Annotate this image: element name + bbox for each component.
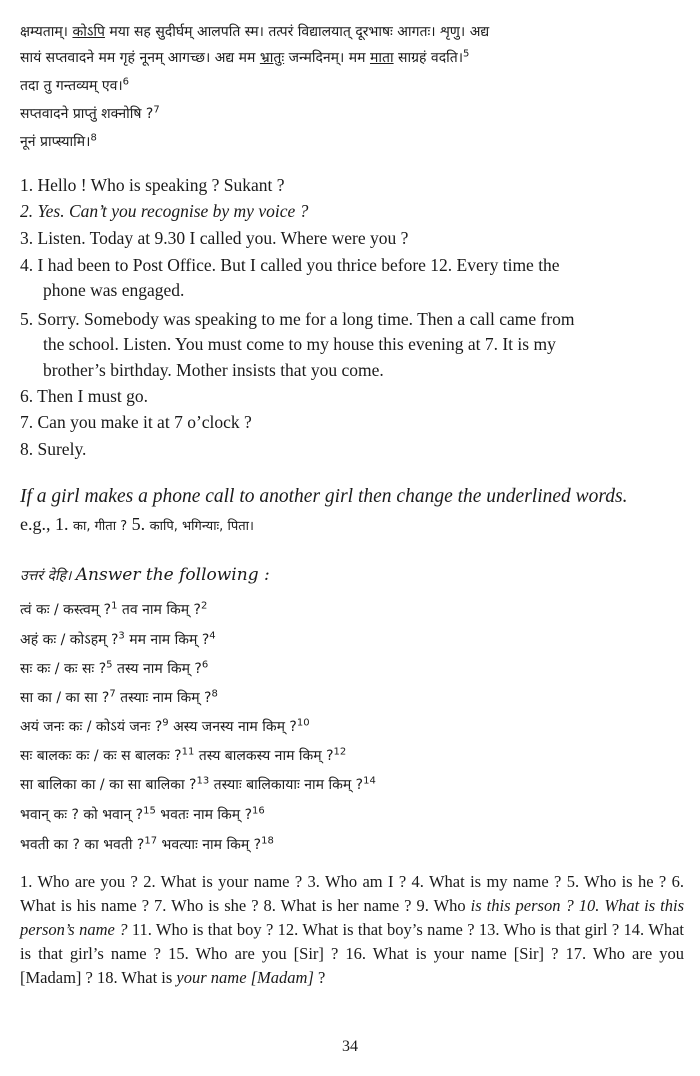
footnote-number: 7 <box>109 688 116 700</box>
footnote-number: 12 <box>333 746 347 758</box>
footnote-number: 2 <box>200 600 208 612</box>
footnote-number: 5 <box>106 659 113 671</box>
text: अस्य जनस्य नाम किम् ? <box>168 719 297 735</box>
translation-6: 6. Then I must go. <box>20 386 149 406</box>
instruction-example <box>20 514 254 535</box>
text: भवान् कः ? को भवान् ? <box>20 807 144 823</box>
text: उत्तरं देहि। <box>20 568 76 584</box>
underlined-word: भ्रातुः <box>259 50 285 66</box>
text: तस्याः बालिकायाः नाम किम् ? <box>209 777 364 793</box>
text: तस्य नाम किम् ? <box>112 661 202 677</box>
text: सा बालिका का / का सा बालिका ? <box>20 777 197 793</box>
footnote-number: 13 <box>196 775 210 787</box>
sanskrit-line-4 <box>20 104 688 123</box>
translation-8: 8. Surely. <box>20 439 87 459</box>
translation-3: 3. Listen. Today at 9.30 I called you. Where were you ? <box>20 228 409 248</box>
footnote-number: 1 <box>111 600 118 612</box>
text: सः बालकः कः / कः स बालकः ? <box>20 748 182 764</box>
translation-4b: phone was engaged. <box>43 280 185 300</box>
footnote-number: 11 <box>181 746 195 758</box>
translation-7: 7. Can you make it at 7 o’clock ? <box>20 412 252 432</box>
question-line-2 <box>20 630 688 649</box>
text: अहं कः / कोऽहम् ? <box>20 632 119 648</box>
text: सायं सप्तवादने मम गृहं नूनम् आगच्छ। अद्य मम <box>20 50 260 66</box>
footnote-number: 3 <box>118 630 125 642</box>
italic-text: is this person ? 10. What is this person’s name ? <box>20 896 685 939</box>
footnote-number: 8 <box>90 132 97 144</box>
text: भवती का ? का भवती ? <box>20 837 145 853</box>
text: साग्रहं वदति। <box>393 50 464 66</box>
footnote-number: 16 <box>252 805 265 817</box>
text: तव नाम किम् ? <box>117 602 201 618</box>
footnote-number: 14 <box>363 775 376 787</box>
question-line-1 <box>20 600 688 619</box>
italic-text: your name [Madam] <box>176 968 314 987</box>
footnote-number: 6 <box>201 659 209 671</box>
instruction-heading: If a girl makes a phone call to another girl then change the underlined words. <box>20 486 628 507</box>
footnote-number: 5 <box>463 48 470 60</box>
sanskrit-line-3 <box>20 76 688 95</box>
footnote-number: 6 <box>122 76 130 88</box>
text: तस्य बालकस्य नाम किम् ? <box>194 748 334 764</box>
page-number: 34 <box>342 1038 358 1055</box>
question-line-9 <box>20 835 688 854</box>
question-line-7 <box>20 775 688 794</box>
translation-1: 1. Hello ! Who is speaking ? Sukant ? <box>20 175 285 195</box>
footnote-number: 9 <box>162 717 169 729</box>
footnote-number: 8 <box>211 688 218 700</box>
translation-5c: brother’s birthday. Mother insists that you come. <box>43 360 384 380</box>
translation-5a: 5. Sorry. Somebody was speaking to me for a long time. Then a call came from <box>20 309 575 329</box>
answers-paragraph <box>20 870 684 990</box>
text: तस्याः नाम किम् ? <box>115 690 212 706</box>
text: 5. <box>127 514 150 534</box>
text: सप्तवादने प्राप्तुं शक्नोषि ? <box>20 106 154 122</box>
answer-heading <box>20 565 270 585</box>
text: तदा तु गन्तव्यम् एव। <box>20 78 123 94</box>
text: सा का / का सा ? <box>20 690 110 706</box>
text: क्षम्यताम्। <box>20 24 73 40</box>
text: जन्मदिनम्। मम <box>284 50 370 66</box>
underlined-word: माता <box>369 50 394 66</box>
text: अयं जनः कः / कोऽयं जनः ? <box>20 719 163 735</box>
text: मया सह सुदीर्घम् आलपति स्म। तत्परं विद्यालयात् दूरभाषः आगतः। शृणु। अद्य <box>104 24 490 40</box>
translation-4a: 4. I had been to Post Office. But I called you thrice before 12. Every time the <box>20 255 560 275</box>
footnote-number: 17 <box>144 835 158 847</box>
text: भवत्याः नाम किम् ? <box>157 837 262 853</box>
text: 1. Who are you ? 2. What is your name ? 3. Who am I ? 4. What is my name ? 5. Who is he ? 6. What is his name ? 7. Who is she ? 8. What is her name ? 9. Who <box>20 872 684 915</box>
text: भवतः नाम किम् ? <box>155 807 253 823</box>
text: 11. Who is that boy ? 12. What is that boy’s name ? 13. Who is that girl ? 14. What is that girl’s name ? 15. Who are you [Sir] ? 16. What is your name [Sir] ? 17. Who are you [Madam] ? 18. What is <box>20 920 684 987</box>
sanskrit-line-2 <box>20 48 688 67</box>
footnote-number: 7 <box>153 104 160 116</box>
question-line-6 <box>20 746 688 765</box>
footnote-number: 10 <box>296 717 310 729</box>
question-line-3 <box>20 659 688 678</box>
footnote-number: 15 <box>143 805 156 817</box>
sanskrit-line-1 <box>20 22 688 41</box>
question-line-5 <box>20 717 688 736</box>
translation-5b: the school. Listen. You must come to my house this evening at 7. It is my <box>43 334 556 354</box>
question-line-4 <box>20 688 688 707</box>
footnote-number: 18 <box>261 835 274 847</box>
text: कापि, भगिन्याः, पिता। <box>149 519 254 534</box>
text: का, गीता ? <box>73 519 128 534</box>
text: Answer the following : <box>75 565 270 585</box>
text: मम नाम किम् ? <box>124 632 210 648</box>
text: त्वं कः / कस्त्वम् ? <box>20 602 112 618</box>
translation-2: 2. Yes. Can’t you recognise by my voice ? <box>20 201 309 221</box>
footnote-number: 4 <box>209 630 216 642</box>
text: नूनं प्राप्स्यामि। <box>20 134 91 150</box>
text: सः कः / कः सः ? <box>20 661 107 677</box>
underlined-word: कोऽपि <box>72 24 105 40</box>
text: ? <box>313 968 326 987</box>
sanskrit-line-5 <box>20 132 688 151</box>
question-line-8 <box>20 805 688 824</box>
text: e.g., 1. <box>20 514 73 534</box>
